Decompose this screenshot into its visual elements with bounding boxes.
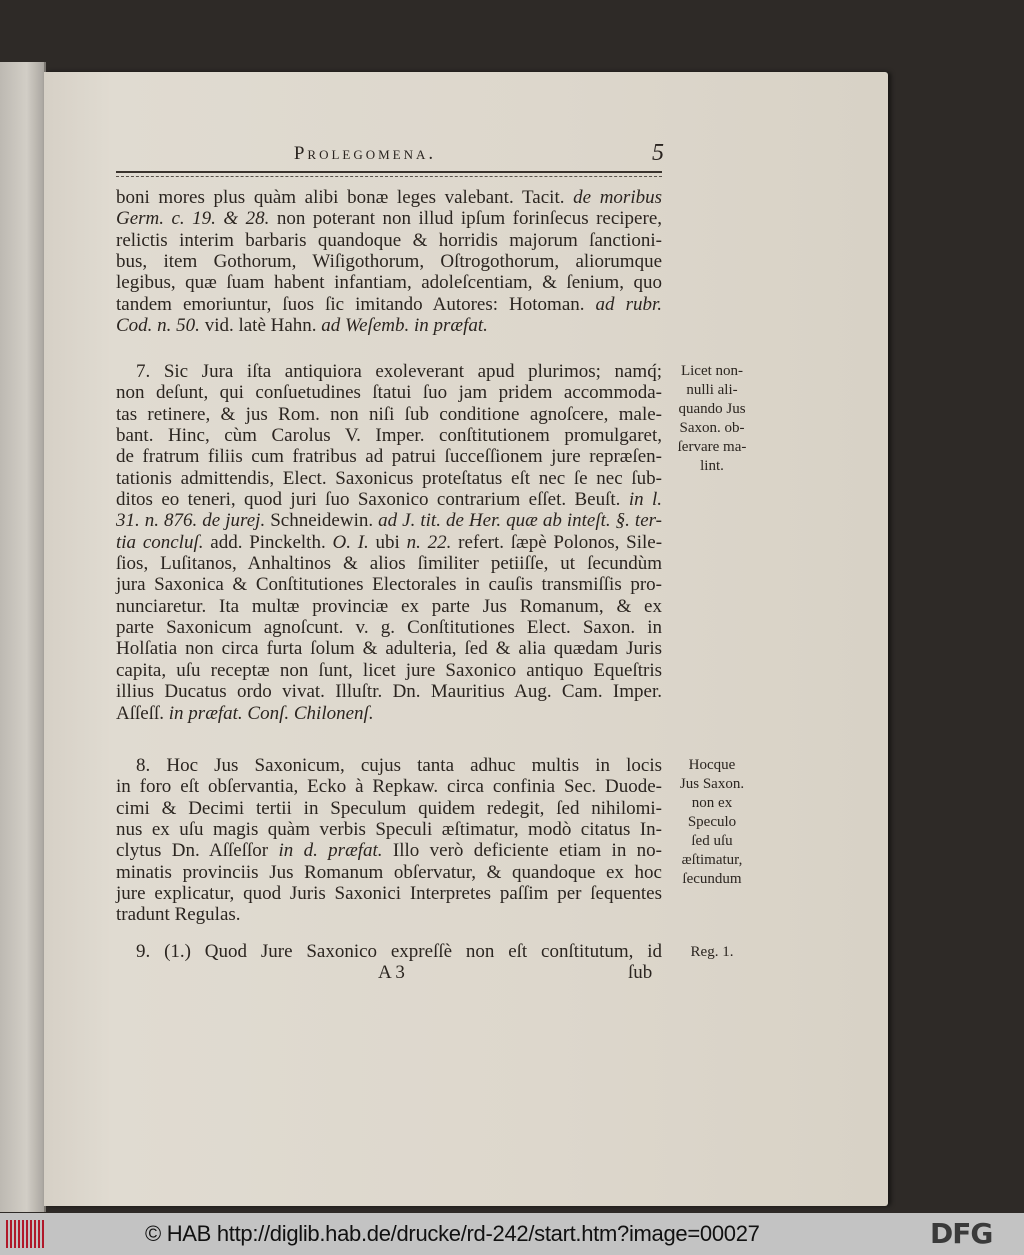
text-line xyxy=(116,187,662,208)
dfg-logo: DFG xyxy=(930,1217,993,1250)
text-line xyxy=(116,862,662,883)
text-segment: nunciaretur. Ita multæ provinciæ ex parte Jus Romanum, & ex xyxy=(116,595,662,617)
text-line xyxy=(116,315,662,336)
text-line xyxy=(116,638,662,659)
text-segment: 9. (1.) Quod Jure Saxonico expreſſè non eſt conſtitutum, id xyxy=(136,941,662,962)
text-segment: jura Saxonica & Conſtitutiones Electorales in cauſis transmiſſis pro- xyxy=(116,574,662,596)
italic-citation: in præfat. Conſ. Chilonenſ. xyxy=(168,702,374,724)
text-segment: in foro eſt obſervantia, Ecko à Repkaw. circa confinia Sec. Duode- xyxy=(116,776,662,798)
italic-citation: 31. n. 876. de jurej. xyxy=(116,510,266,532)
text-segment: cimi & Decimi tertii in Speculum quidem redegit, ſed nihilomi- xyxy=(116,797,662,819)
margin-note-line: ſervare ma- xyxy=(677,439,747,455)
text-line xyxy=(116,776,662,797)
italic-citation: ad J. tit. de Her. quæ ab inteſt. §. ter- xyxy=(378,510,662,532)
text-line xyxy=(116,382,662,403)
text-segment: vid. latè Hahn. xyxy=(199,315,322,337)
text-segment: nus ex uſu magis quàm verbis Speculi æſtimatur, modò citatus In- xyxy=(116,819,662,841)
running-head: Prolegomena. xyxy=(293,143,437,164)
text-segment: Aſſeſſ. xyxy=(116,702,169,724)
margin-note-line: Speculo xyxy=(687,814,737,830)
footer-bar xyxy=(0,1213,1024,1255)
text-line xyxy=(116,251,662,272)
text-line xyxy=(116,755,662,776)
text-line xyxy=(116,574,662,595)
text-segment: illius Ducatus ordo vivat. Illuſtr. Dn. Mauritius Aug. Cam. Imper. xyxy=(116,681,662,703)
text-line xyxy=(116,596,662,617)
text-segment: minatis provinciis Jus Romanum obſervatur, & quandoque ex hoc xyxy=(116,861,662,883)
margin-note-line: nulli ali- xyxy=(686,382,738,398)
text-line xyxy=(116,230,662,251)
text-line xyxy=(116,208,662,229)
italic-citation: ad Weſemb. in præfat. xyxy=(321,315,488,337)
page-number: 5 xyxy=(652,140,664,166)
text-line xyxy=(116,941,662,962)
text-segment: tradunt Regulas. xyxy=(116,904,241,926)
text-segment: capita, uſu receptæ non ſunt, licet jure Saxonico antiquo Equeſtris xyxy=(116,659,662,681)
text-line xyxy=(116,798,662,819)
text-segment: Illo verò deficiente etiam in no- xyxy=(382,840,663,862)
text-line xyxy=(116,294,662,315)
margin-note-line: Hocque xyxy=(688,757,736,773)
text-segment: tas retinere, & jus Rom. non niſi ſub conditione agnoſcere, male- xyxy=(116,403,662,425)
text-segment: ubi xyxy=(368,531,407,553)
text-segment: Holſatia non circa furta ſolum & adulteria, ſed & alia quædam Juris xyxy=(116,638,662,660)
italic-citation: in l. xyxy=(628,489,663,511)
italic-citation: in d. præfat. xyxy=(278,840,383,862)
text-line xyxy=(116,819,662,840)
italic-citation: O. I. xyxy=(332,531,369,553)
margin-note-line: quando Jus xyxy=(678,401,746,417)
text-line xyxy=(116,468,662,489)
margin-note-line: Licet non- xyxy=(680,363,744,379)
text-segment: bus, item Gothorum, Wiſigothorum, Oſtrogothorum, aliorumque xyxy=(116,251,662,273)
italic-citation: n. 22. xyxy=(406,531,452,553)
text-segment: add. Pinckelth. xyxy=(203,531,333,553)
italic-citation: ad rubr. xyxy=(595,293,662,315)
margin-note-line: Reg. 1. xyxy=(690,944,734,960)
margin-note-2 xyxy=(664,756,760,889)
text-segment: bant. Hinc, cùm Carolus V. Imper. conſtitutionem promulgaret, xyxy=(116,425,662,447)
text-line xyxy=(116,904,662,925)
margin-note-line: ſed uſu xyxy=(691,833,733,849)
margin-note-line: ſecundum xyxy=(682,871,742,887)
margin-note-line: Jus Saxon. xyxy=(679,776,745,792)
margin-note-line: lint. xyxy=(700,458,724,474)
text-segment: tandem emoriuntur, ſuos ſic imitando Autores: Hotoman. xyxy=(116,293,596,315)
italic-citation: tia concluſ. xyxy=(116,531,204,553)
text-segment: clytus Dn. Aſſeſſor xyxy=(116,840,279,862)
margin-note-line: non ex xyxy=(691,795,733,811)
text-segment: legibus, quæ ſuam habent infantiam, adoleſcentiam, & ſenium, quo xyxy=(116,272,662,294)
italic-citation: Germ. c. 19. & 28. xyxy=(116,208,270,230)
italic-citation: de moribus xyxy=(573,187,662,208)
head-rule xyxy=(116,171,662,177)
paragraph-continuation xyxy=(116,187,662,336)
text-line xyxy=(116,425,662,446)
text-segment: 7. Sic Jura iſta antiquiora exoleverant apud plurimos; namq́; xyxy=(136,361,662,382)
text-line xyxy=(116,840,662,861)
text-line xyxy=(116,703,662,724)
text-segment: relictis interim barbaris quandoque & horridis majorum ſanctioni- xyxy=(116,229,662,251)
text-line xyxy=(116,553,662,574)
text-segment: de fratrum filiis cum fratribus ad patrui ſucceſſionem jure repræſen- xyxy=(116,446,662,468)
text-line xyxy=(116,510,662,531)
text-segment: boni mores plus quàm alibi bonæ leges valebant. Tacit. xyxy=(116,187,574,208)
margin-note-line: æſtimatur, xyxy=(681,852,743,868)
text-line xyxy=(116,446,662,467)
paragraph-9 xyxy=(116,941,662,962)
catchword: ſub xyxy=(628,962,653,983)
text-segment: refert. ſæpè Polonos, Sile- xyxy=(451,531,663,553)
paragraph-7 xyxy=(116,361,662,724)
margin-note-3 xyxy=(664,943,760,962)
text-line xyxy=(116,272,662,293)
text-segment: ditos eo teneri, quod juri ſuo Saxonico contrarium eſſet. Beuſt. xyxy=(116,489,629,511)
text-line xyxy=(116,883,662,904)
signature-mark: A 3 xyxy=(378,962,405,983)
text-segment: tationis admittendis, Elect. Saxonicus proteſtatus eſt nec ſe nec ſub- xyxy=(116,467,662,489)
text-line xyxy=(116,489,662,510)
text-segment: jure explicatur, quod Juris Saxonici Interpretes paſſim per ſequentes xyxy=(116,883,662,905)
text-segment: non deſunt, qui conſuetudines ſtatui ſuo jam pridem accommoda- xyxy=(116,382,662,404)
text-line xyxy=(116,617,662,638)
paragraph-8 xyxy=(116,755,662,926)
previous-page-edge xyxy=(0,62,46,1212)
text-segment: parte Saxonicum agnoſcunt. v. g. Conſtitutiones Elect. Saxon. in xyxy=(116,617,662,639)
margin-note-1 xyxy=(664,362,760,476)
text-line xyxy=(116,681,662,702)
text-segment: 8. Hoc Jus Saxonicum, cujus tanta adhuc multis in locis xyxy=(136,755,662,776)
italic-citation: Cod. n. 50. xyxy=(116,315,200,337)
text-line xyxy=(116,404,662,425)
text-line xyxy=(116,361,662,382)
text-segment: ſios, Luſitanos, Anhaltinos & alios ſimiliter petiiſſe, ut ſecundùm xyxy=(116,553,662,575)
margin-note-line: Saxon. ob- xyxy=(679,420,745,436)
text-segment: Schneidewin. xyxy=(265,510,379,532)
text-line xyxy=(116,660,662,681)
hab-logo-icon xyxy=(6,1220,46,1248)
text-segment: non poterant non illud ipſum forinſecus recipere, xyxy=(269,208,662,230)
text-line xyxy=(116,532,662,553)
copyright-url: © HAB http://diglib.hab.de/drucke/rd-242/start.htm?image=00027 xyxy=(145,1221,760,1246)
